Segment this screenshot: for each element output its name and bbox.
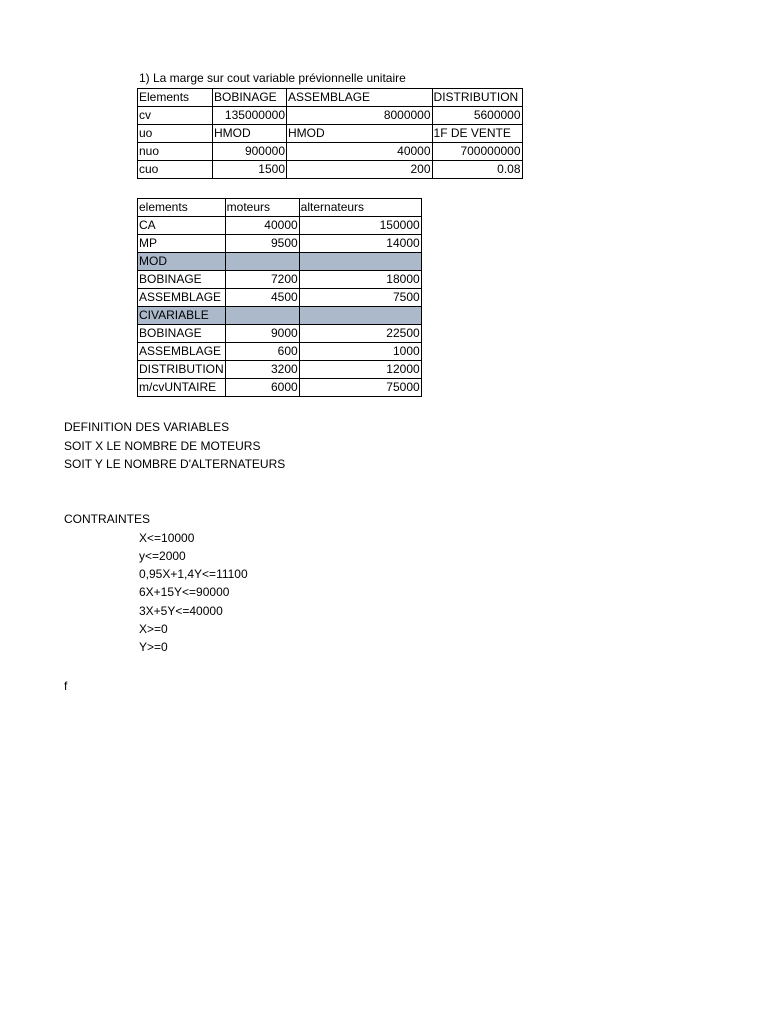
table-cell[interactable]: 12000 — [299, 361, 421, 379]
table-row — [138, 161, 523, 179]
table-cell[interactable]: BOBINAGE — [138, 325, 226, 343]
table-cell[interactable]: ASSEMBLAGE — [138, 343, 226, 361]
cost-table — [137, 88, 523, 179]
table-cell[interactable]: 1000 — [299, 343, 421, 361]
table-cell[interactable]: 18000 — [299, 271, 421, 289]
table-cell[interactable]: 8000000 — [371, 107, 432, 125]
table-cell[interactable]: alternateurs — [299, 199, 421, 217]
constraint-item: Y>=0 — [139, 640, 168, 654]
table-cell[interactable] — [371, 125, 432, 143]
table-row — [138, 125, 523, 143]
table-row — [138, 343, 422, 361]
table-cell[interactable]: HMOD — [213, 125, 287, 143]
table-cell[interactable] — [299, 253, 421, 271]
table-cell[interactable]: uo — [138, 125, 213, 143]
constraint-item: 0,95X+1,4Y<=11100 — [139, 567, 248, 581]
table-cell[interactable] — [287, 161, 372, 179]
table-cell[interactable]: 5600000 — [432, 107, 522, 125]
table-cell[interactable]: MOD — [138, 253, 226, 271]
table-cell[interactable]: elements — [138, 199, 226, 217]
table-row — [138, 143, 523, 161]
constraints-title: CONTRAINTES — [64, 512, 151, 526]
table-row — [138, 235, 422, 253]
table-cell[interactable]: CA — [138, 217, 226, 235]
constraint-item: 3X+5Y<=40000 — [139, 604, 223, 618]
table-cell[interactable] — [287, 143, 372, 161]
constraint-item: X<=10000 — [139, 531, 195, 545]
table-cell[interactable]: 22500 — [299, 325, 421, 343]
table-cell[interactable]: ASSEMBLAGE — [287, 89, 372, 107]
table-cell[interactable]: 40000 — [371, 143, 432, 161]
table-cell[interactable]: MP — [138, 235, 226, 253]
constraint-item: y<=2000 — [139, 549, 186, 563]
table-cell[interactable]: DISTRIBUTION — [432, 89, 522, 107]
table-cell[interactable] — [225, 307, 299, 325]
table-row — [138, 379, 422, 397]
table-cell[interactable]: 700000000 — [432, 143, 522, 161]
table-cell[interactable]: 1500 — [213, 161, 287, 179]
table-cell[interactable] — [225, 253, 299, 271]
table-row — [138, 217, 422, 235]
table-cell[interactable]: DISTRIBUTION — [138, 361, 226, 379]
table-row — [138, 307, 422, 325]
table-cell[interactable]: nuo — [138, 143, 213, 161]
definition-x: SOIT X LE NOMBRE DE MOTEURS — [64, 439, 261, 453]
constraint-item: 6X+15Y<=90000 — [139, 585, 230, 599]
table-cell[interactable]: 9000 — [225, 325, 299, 343]
table-row — [138, 271, 422, 289]
table-cell[interactable]: 7500 — [299, 289, 421, 307]
table-row — [138, 89, 523, 107]
table-cell[interactable] — [371, 89, 432, 107]
table-row — [138, 325, 422, 343]
table-cell[interactable] — [299, 307, 421, 325]
table-cell[interactable]: 135000000 — [213, 107, 287, 125]
section1-title: 1) La marge sur cout variable prévionnelle unitaire — [139, 71, 406, 85]
table-cell[interactable]: 1F DE VENTE — [432, 125, 522, 143]
table-cell[interactable]: 150000 — [299, 217, 421, 235]
table-cell[interactable]: 3200 — [225, 361, 299, 379]
table-row — [138, 361, 422, 379]
table-cell[interactable]: 40000 — [225, 217, 299, 235]
table-cell[interactable]: 9500 — [225, 235, 299, 253]
table-cell[interactable]: moteurs — [225, 199, 299, 217]
table-cell[interactable]: 75000 — [299, 379, 421, 397]
table-cell[interactable]: BOBINAGE — [138, 271, 226, 289]
table-cell[interactable]: 600 — [225, 343, 299, 361]
table-cell[interactable]: ASSEMBLAGE — [138, 289, 226, 307]
table-cell[interactable]: m/cvUNTAIRE — [138, 379, 226, 397]
table-cell[interactable]: BOBINAGE — [213, 89, 287, 107]
table-row — [138, 199, 422, 217]
table-row — [138, 107, 523, 125]
constraint-item: X>=0 — [139, 622, 168, 636]
table-cell[interactable]: cv — [138, 107, 213, 125]
table-cell[interactable]: 4500 — [225, 289, 299, 307]
table-cell[interactable]: 14000 — [299, 235, 421, 253]
table-cell[interactable]: 7200 — [225, 271, 299, 289]
table-cell[interactable] — [287, 107, 372, 125]
table-cell[interactable]: CIVARIABLE — [138, 307, 226, 325]
table-row — [138, 289, 422, 307]
table-cell[interactable]: cuo — [138, 161, 213, 179]
table-cell[interactable]: 900000 — [213, 143, 287, 161]
table-cell[interactable]: 0.08 — [432, 161, 522, 179]
definition-y: SOIT Y LE NOMBRE D'ALTERNATEURS — [64, 457, 286, 471]
definitions-title: DEFINITION DES VARIABLES — [64, 420, 230, 434]
margin-table — [137, 198, 422, 397]
table-row — [138, 253, 422, 271]
table-cell[interactable]: 6000 — [225, 379, 299, 397]
footer-text: f — [64, 679, 68, 693]
table-cell[interactable]: Elements — [138, 89, 213, 107]
table-cell[interactable]: 200 — [371, 161, 432, 179]
table-cell[interactable]: HMOD — [287, 125, 372, 143]
